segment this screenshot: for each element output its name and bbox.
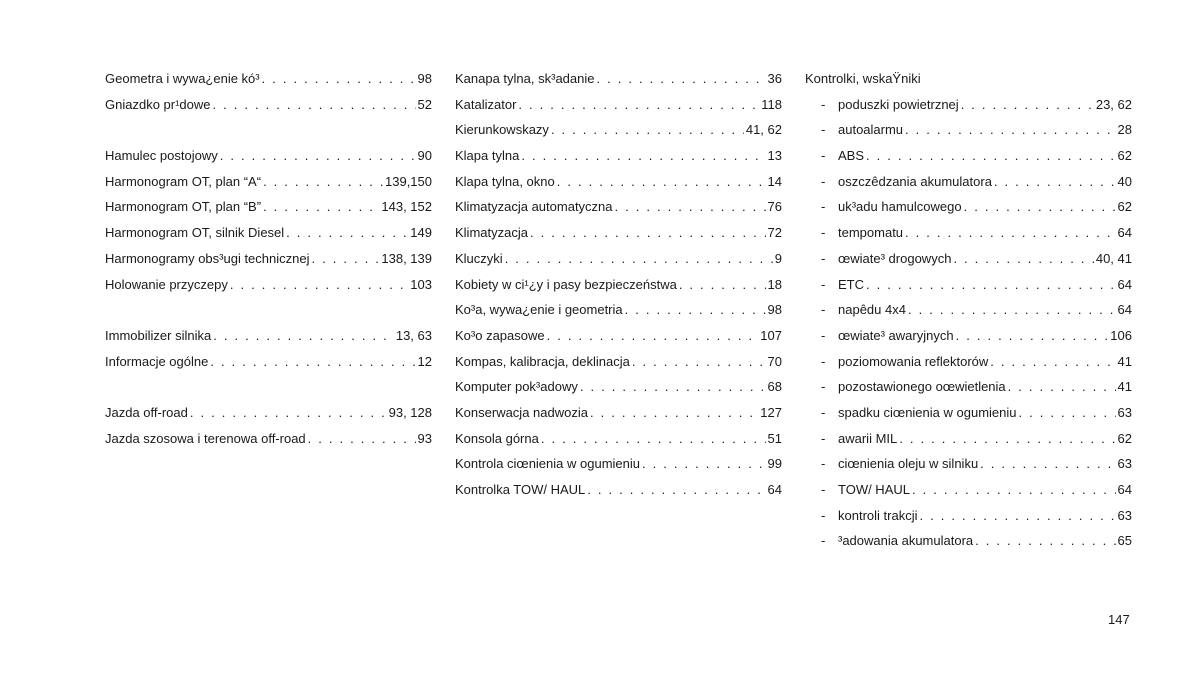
dot-leader [596,66,765,92]
entry-title: œwiate³ awaryjnych [838,327,954,343]
entry-title: Kompas, kalibracja, deklinacja [455,353,630,369]
entry-page: 93 [417,430,432,446]
index-entry [455,66,782,92]
entry-page: 62 [1117,430,1132,446]
index-entry [455,400,782,426]
entry-page: 139,150 [385,173,432,189]
entry-title: Kontrolka TOW/ HAUL [455,482,586,497]
entry-title: ³adowania akumulatora [838,533,974,549]
dash: - [821,276,826,292]
entry-page: 68 [767,379,782,395]
dot-leader [994,169,1116,195]
index-entry [455,92,782,118]
index-heading: Kontrolki, wskaŸniki [805,71,921,86]
entry-page: 143, 152 [381,199,432,215]
dot-leader [1018,400,1115,426]
dot-leader [213,92,416,118]
entry-page: 98 [417,71,432,86]
entry-page: 64 [1117,302,1132,318]
index-entry [105,272,432,298]
entry-title: Kanapa tylna, sk³adanie [455,71,595,86]
dot-leader [518,92,759,118]
index-entry [455,246,782,272]
entry-page: 41 [1117,379,1132,395]
entry-title: oszczêdzania akumulatora [838,173,992,189]
index-entry [455,297,782,323]
dot-leader [961,92,1094,118]
dot-leader [866,143,1116,169]
index-subentry [805,272,1132,298]
dot-leader [980,451,1115,477]
index-subentry [805,349,1132,375]
dot-leader [919,503,1115,529]
index-subentry [805,92,1132,118]
entry-title: Klimatyzacja [455,225,528,241]
entry-title: Komputer pok³adowy [455,379,578,395]
dot-leader [580,374,766,400]
entry-title: œwiate³ drogowych [838,250,952,266]
index-entry [455,272,782,298]
entry-title: Konserwacja nadwozia [455,404,588,420]
entry-page: 107 [760,327,782,343]
dot-leader [964,194,1116,220]
entry-title: Konsola górna [455,430,539,446]
index-entry [455,451,782,477]
entry-title: Harmonogram OT, plan “B” [105,199,262,215]
index-subentry [805,503,1132,529]
entry-page: 149 [410,225,432,241]
dot-leader [541,426,766,452]
dash: - [821,327,826,343]
index-subentry [805,426,1132,452]
index-subentry [805,194,1132,220]
dash: - [821,173,826,189]
dot-leader [230,272,408,298]
index-entry [455,117,782,143]
entry-page: 12 [417,353,432,369]
entry-title: Ko³o zapasowe [455,327,545,343]
entry-title: Klapa tylna [455,148,520,164]
index-entry [455,374,782,400]
entry-page: 36 [767,71,782,86]
entry-page: 65 [1117,533,1132,549]
dot-leader [679,272,766,298]
entry-page: 62 [1117,199,1132,215]
index-entry [455,169,782,195]
entry-title: Immobilizer silnika [105,327,212,343]
entry-title: Klapa tylna, okno [455,173,555,189]
entry-page: 64 [1117,225,1132,241]
entry-title: Ko³a, wywa¿enie i geometria [455,302,623,318]
entry-title: Geometra i wywa¿enie kó³ [105,71,260,86]
entry-page: 63 [1117,456,1132,472]
dot-leader [210,349,415,375]
dot-leader [625,297,766,323]
entry-title: kontroli trakcji [838,507,918,523]
index-column-1 [105,66,432,451]
index-subentry [805,169,1132,195]
dot-leader [899,426,1115,452]
index-entry [455,143,782,169]
entry-page: 41, 62 [745,122,782,138]
entry-title: Jazda off-road [105,404,188,420]
index-entry [105,220,432,246]
entry-title: Katalizator [455,96,517,112]
dot-leader [990,349,1115,375]
entry-title: Hamulec postojowy [105,148,218,164]
index-subentry [805,323,1132,349]
index-subentry [805,117,1132,143]
dot-leader [190,400,387,426]
entry-page: 13, 63 [395,327,432,343]
index-entry [105,143,432,169]
index-entry [105,349,432,375]
dot-leader [590,400,758,426]
index-entry [455,220,782,246]
entry-page: 51 [767,430,782,446]
dash: - [821,199,826,215]
entry-page: 118 [761,96,782,112]
index-entry [455,477,782,503]
entry-title: poduszki powietrznej [838,96,959,112]
entry-page: 40 [1117,173,1132,189]
entry-title: spadku ciœnienia w ogumieniu [838,404,1017,420]
index-subentry [805,246,1132,272]
index-entry [455,194,782,220]
dash: - [821,96,826,112]
dash: - [821,430,826,446]
dot-leader [587,477,765,503]
entry-page: 18 [767,276,782,292]
entry-title: tempomatu [838,225,904,241]
index-subentry [805,374,1132,400]
entry-title: ciœnienia oleju w silniku [838,456,979,472]
dash: - [821,302,826,318]
index-subentry [805,220,1132,246]
index-entry [105,66,432,92]
index-entry [455,323,782,349]
entry-page: 72 [767,225,782,241]
dot-leader [311,246,379,272]
dash: - [821,456,826,472]
index-entry [105,194,432,220]
entry-title: uk³adu hamulcowego [838,199,962,215]
dot-leader [956,323,1109,349]
dot-leader [263,194,379,220]
entry-page: 64 [1117,482,1132,497]
dot-leader [547,323,759,349]
dot-leader [308,426,416,452]
dash: - [821,379,826,395]
entry-page: 62 [1117,148,1132,164]
entry-page: 103 [410,276,432,292]
dot-leader [642,451,766,477]
dot-leader [615,194,766,220]
entry-page: 106 [1110,327,1132,343]
dot-leader [521,143,765,169]
entry-title: Kontrola ciœnienia w ogumieniu [455,456,640,472]
dot-leader [1008,374,1116,400]
entry-page: 64 [767,482,782,497]
entry-title: awarii MIL [838,430,898,446]
entry-title: ABS [838,148,865,164]
entry-title: Kierunkowskazy [455,122,549,138]
index-subentry [805,451,1132,477]
dot-leader [632,349,766,375]
entry-page: 63 [1117,507,1132,523]
dash: - [821,122,826,138]
dot-leader [551,117,744,143]
entry-title: Kluczyki [455,250,503,266]
entry-title: pozostawionego oœwietlenia [838,379,1006,395]
index-subentry [805,477,1132,503]
index-entry [105,323,432,349]
index-entry [105,400,432,426]
entry-page: 23, 62 [1095,96,1132,112]
dash: - [821,250,826,266]
entry-page: 127 [760,404,782,420]
index-subentry [805,528,1132,554]
entry-title: Jazda szosowa i terenowa off-road [105,430,306,446]
entry-page: 93, 128 [388,404,432,420]
entry-page: 28 [1117,122,1132,138]
entry-page: 138, 139 [381,250,432,266]
entry-title: Gniazdko pr¹dowe [105,96,211,112]
entry-page: 63 [1117,404,1132,420]
dash: - [821,507,826,523]
index-subentry [805,400,1132,426]
entry-title: napêdu 4x4 [838,302,906,318]
entry-page: 14 [767,173,782,189]
entry-page: 64 [1117,276,1132,292]
entry-title: poziomowania reflektorów [838,353,989,369]
index-entry [105,426,432,452]
dot-leader [505,246,773,272]
entry-title: Harmonogram OT, plan “A“ [105,173,262,189]
dash: - [821,533,826,549]
entry-page: 76 [767,199,782,215]
entry-title: Harmonogram OT, silnik Diesel [105,225,285,241]
dot-leader [213,323,394,349]
dot-leader [912,477,1116,503]
dash: - [821,404,826,420]
dot-leader [286,220,408,246]
dash: - [821,148,826,164]
dot-leader [530,220,766,246]
entry-page: 9 [774,250,782,266]
index-entry [105,169,432,195]
dot-leader [905,117,1115,143]
entry-title: Informacje ogólne [105,353,209,369]
dash: - [821,225,826,241]
dot-leader [262,66,416,92]
index-entry [455,349,782,375]
entry-title: Klimatyzacja automatyczna [455,199,613,215]
entry-page: 41 [1117,353,1132,369]
entry-title: TOW/ HAUL [838,482,910,497]
dot-leader [866,272,1116,298]
dot-leader [905,220,1115,246]
entry-title: ETC [838,276,864,292]
entry-page: 13 [767,148,782,164]
entry-title: autoalarmu [838,122,904,138]
entry-page: 99 [767,456,782,472]
dot-leader [220,143,416,169]
index-column-3 [805,66,1132,554]
dash: - [821,482,826,497]
index-entry [105,92,432,118]
index-entry [455,426,782,452]
index-entry [105,246,432,272]
index-subentry [805,297,1132,323]
dot-leader [263,169,383,195]
page-number: 147 [1108,612,1130,627]
entry-page: 70 [767,353,782,369]
dot-leader [908,297,1116,323]
dot-leader [953,246,1093,272]
entry-page: 90 [417,148,432,164]
index-column-2 [455,66,782,503]
entry-page: 98 [767,302,782,318]
dot-leader [975,528,1115,554]
entry-title: Holowanie przyczepy [105,276,228,292]
entry-title: Kobiety w ci¹¿y i pasy bezpieczeństwa [455,276,677,292]
dot-leader [557,169,766,195]
dash: - [821,353,826,369]
entry-page: 52 [417,96,432,112]
index-subentry [805,143,1132,169]
entry-page: 40, 41 [1095,250,1132,266]
entry-title: Harmonogramy obs³ugi technicznej [105,250,310,266]
